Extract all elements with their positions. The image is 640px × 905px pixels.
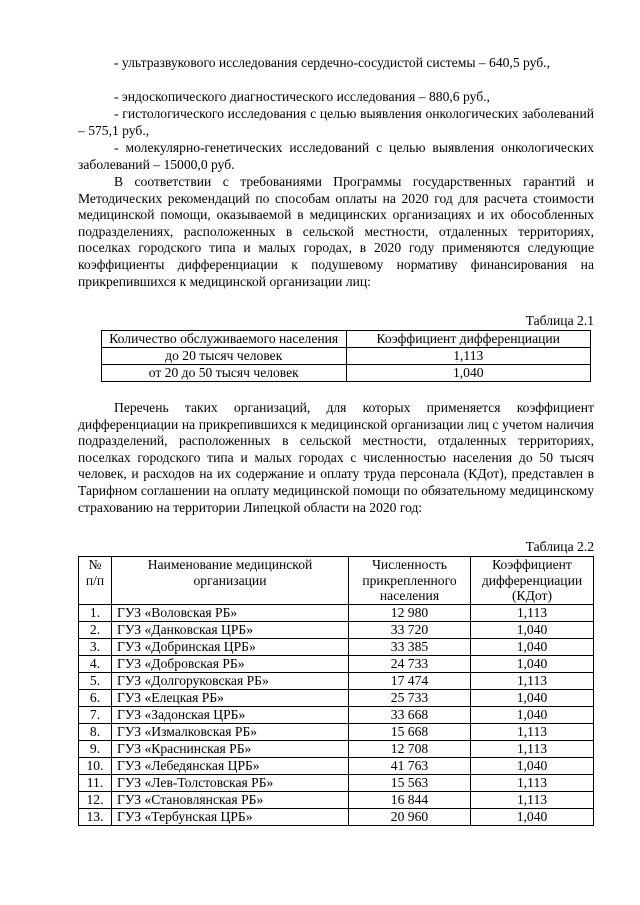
cell-number: 9. — [79, 740, 112, 757]
header-number: № п/п — [79, 557, 112, 605]
cell-coefficient: 1,040 — [471, 706, 594, 723]
cell-organization: ГУЗ «Добринская ЦРБ» — [112, 638, 349, 655]
paragraph-ultrasound: - ультразвукового исследования сердечно-сосудистой системы – 640,5 руб., — [114, 55, 550, 70]
cell-coefficient: 1,113 — [471, 740, 594, 757]
cell-coefficient: 1,040 — [471, 757, 594, 774]
cell-coefficient: 1,040 — [471, 655, 594, 672]
cell-organization: ГУЗ «Задонская ЦРБ» — [112, 706, 349, 723]
cell-coefficient: 1,040 — [471, 689, 594, 706]
table-row — [79, 706, 594, 723]
cell-organization: ГУЗ «Добровская РБ» — [112, 655, 349, 672]
cell-number: 7. — [79, 706, 112, 723]
cell-organization: ГУЗ «Становлянская РБ» — [112, 791, 349, 808]
cell-coefficient: 1,113 — [346, 348, 591, 365]
cell-number: 11. — [79, 774, 112, 791]
cell-coefficient: 1,040 — [346, 365, 591, 382]
cell-coefficient: 1,040 — [471, 621, 594, 638]
cell-population: 33 668 — [349, 706, 471, 723]
cell-organization: ГУЗ «Елецкая РБ» — [112, 689, 349, 706]
cell-population: 15 563 — [349, 774, 471, 791]
cell-population: до 20 тысяч человек — [102, 348, 347, 365]
table-row — [79, 774, 594, 791]
table-row — [79, 655, 594, 672]
table-row — [79, 791, 594, 808]
cell-coefficient: 1,113 — [471, 604, 594, 621]
header-population: Численность прикрепленного населения — [349, 557, 471, 605]
paragraph-histology: - гистологического исследования с целью выявления онкологических заболеваний – 575,1 руб., — [78, 106, 594, 138]
table2-caption: Таблица 2.2 — [525, 539, 594, 554]
cell-organization: ГУЗ «Данковская ЦРБ» — [112, 621, 349, 638]
cell-number: 2. — [79, 621, 112, 638]
cell-number: 1. — [79, 604, 112, 621]
cell-organization: ГУЗ «Измалковская РБ» — [112, 723, 349, 740]
cell-coefficient: 1,113 — [471, 791, 594, 808]
cell-organization: ГУЗ «Воловская РБ» — [112, 604, 349, 621]
cell-coefficient: 1,040 — [471, 808, 594, 825]
table-row — [79, 672, 594, 689]
cell-population: 25 733 — [349, 689, 471, 706]
table-header-row — [79, 557, 594, 605]
cell-population: 12 980 — [349, 604, 471, 621]
header-organization: Наименование медицинской организации — [112, 557, 349, 605]
table-header-row — [102, 331, 591, 348]
cell-number: 8. — [79, 723, 112, 740]
cell-number: 5. — [79, 672, 112, 689]
table-row — [79, 757, 594, 774]
paragraph-molecular: - молекулярно-генетических исследований с целью выявления онкологических заболеваний – 15000,0 руб. — [78, 140, 594, 172]
paragraph-organizations-list: Перечень таких организаций, для которых применяется коэффициент дифференциации на прикрепившихся к медицинской организации лиц с учетом наличия подразделений, расположенных в сельской местности, отдаленных территориях, поселках городского типа и малых городах с численностью населения до 50 тысяч человек, и расходов на их содержание и оплату труда персонала (КДот), представлен в Тарифном соглашении на оплату медицинской помощи по обязательному медицинскому страхованию на территории Липецкой области на 2020 год: — [78, 400, 594, 515]
cell-number: 10. — [79, 757, 112, 774]
table-row — [102, 365, 591, 382]
cell-coefficient: 1,113 — [471, 774, 594, 791]
cell-population: 16 844 — [349, 791, 471, 808]
cell-population: 20 960 — [349, 808, 471, 825]
table-row — [79, 621, 594, 638]
table-organizations — [78, 556, 594, 826]
table1-caption: Таблица 2.1 — [525, 313, 594, 328]
table-row — [79, 808, 594, 825]
header-coefficient: Коэффициент дифференциации (КДот) — [471, 557, 594, 605]
cell-population: 33 720 — [349, 621, 471, 638]
cell-population: 24 733 — [349, 655, 471, 672]
cell-number: 6. — [79, 689, 112, 706]
cell-population: от 20 до 50 тысяч человек — [102, 365, 347, 382]
table-row — [79, 638, 594, 655]
cell-coefficient: 1,113 — [471, 723, 594, 740]
cell-population: 41 763 — [349, 757, 471, 774]
cell-population: 15 668 — [349, 723, 471, 740]
cell-organization: ГУЗ «Лев-Толстовская РБ» — [112, 774, 349, 791]
cell-organization: ГУЗ «Краснинская РБ» — [112, 740, 349, 757]
table-population-coefficients — [101, 330, 591, 382]
cell-organization: ГУЗ «Лебедянская ЦРБ» — [112, 757, 349, 774]
cell-organization: ГУЗ «Тербунская ЦРБ» — [112, 808, 349, 825]
table-row — [102, 348, 591, 365]
table-row — [79, 689, 594, 706]
cell-population: 12 708 — [349, 740, 471, 757]
table-row — [79, 604, 594, 621]
table-row — [79, 740, 594, 757]
cell-number: 13. — [79, 808, 112, 825]
cell-number: 3. — [79, 638, 112, 655]
cell-coefficient: 1,113 — [471, 672, 594, 689]
cell-organization: ГУЗ «Долгоруковская РБ» — [112, 672, 349, 689]
cell-population: 17 474 — [349, 672, 471, 689]
cell-number: 4. — [79, 655, 112, 672]
cell-population: 33 385 — [349, 638, 471, 655]
cell-coefficient: 1,040 — [471, 638, 594, 655]
paragraph-endoscopy: - эндоскопического диагностического исследования – 880,6 руб., — [114, 89, 490, 104]
header-population: Количество обслуживаемого населения — [102, 331, 347, 348]
table-row — [79, 723, 594, 740]
header-coefficient: Коэффициент дифференциации — [346, 331, 591, 348]
paragraph-program-requirements: В соответствии с требованиями Программы государственных гарантий и Методических рекомендаций по способам оплаты на 2020 год для расчета стоимости медицинской помощи, оказываемой в медицинских организациях и их обособленных подразделениях, расположенных в сельской местности, отдаленных территориях, поселках городского типа и малых городах, в 2020 году применяются следующие коэффициенты дифференциации к подушевому нормативу финансирования на прикрепившихся к медицинской организации лиц: — [78, 174, 594, 289]
cell-number: 12. — [79, 791, 112, 808]
